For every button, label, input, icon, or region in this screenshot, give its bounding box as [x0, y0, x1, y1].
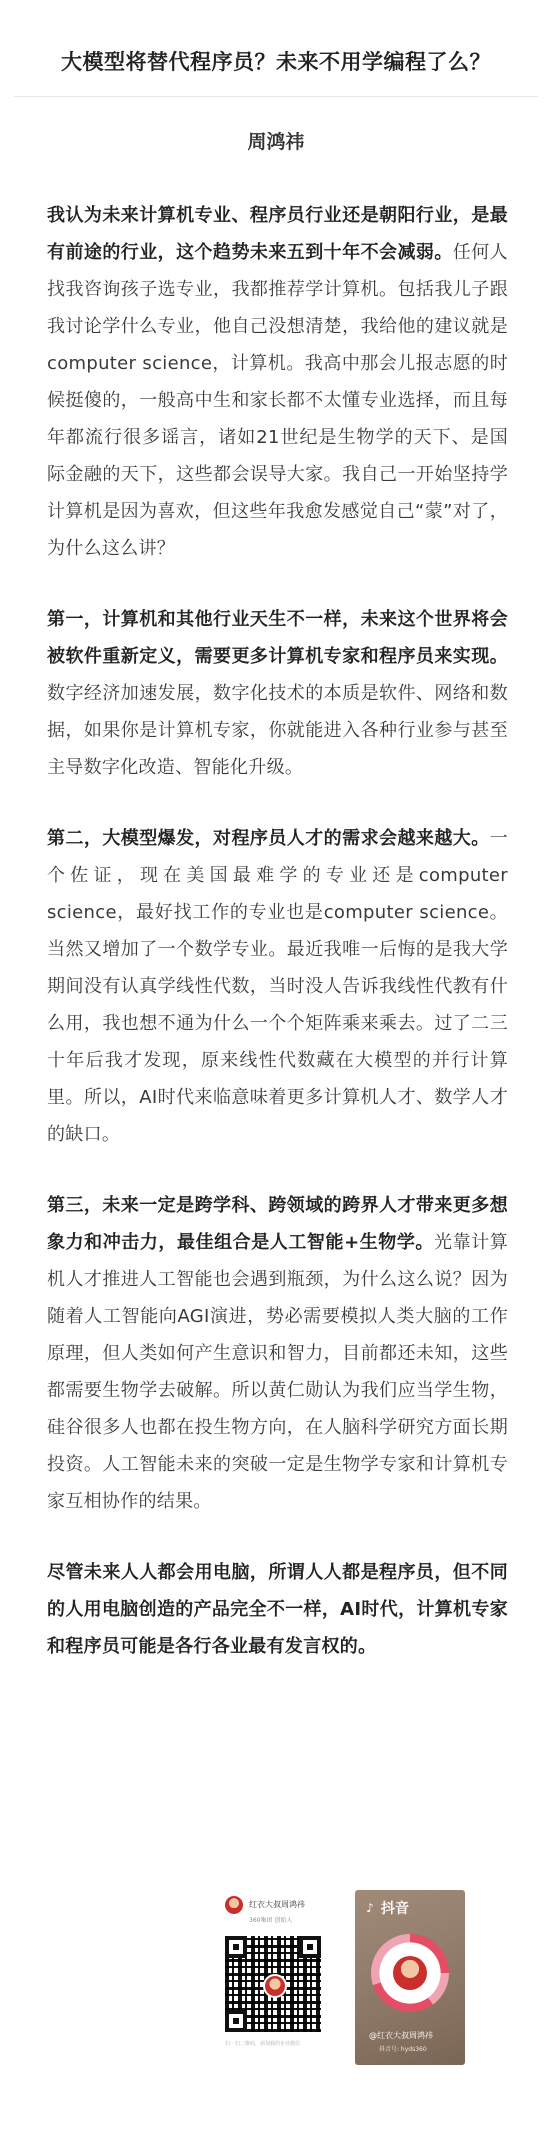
paragraph-5 [47, 1554, 508, 1665]
paragraph-4-text: 光靠计算机人才推进人工智能也会遇到瓶颈，为什么这么说？因为随着人工智能向AGI演进，势必需要模拟人类大脑的工作原理，但人类如何产生意识和智力，目前都还未知，这些都需要生物学去破解。所以黄仁勋认为我们应当学生物，硅谷很多人也都在投生物方向，在人脑科学研究方面长期投资。人工智能未来的突破一定是生物学专家和计算机专家互相协作的结果。 [47, 1232, 509, 1512]
wechat-card-hint: 扫一扫二维码，添加我的企业微信 [225, 2041, 301, 2047]
paragraph-3 [47, 820, 508, 1153]
douyin-id: 抖音号: hyds360 [379, 2046, 427, 2053]
wechat-card-name: 红衣大叔周鸿祎 [249, 1900, 305, 1909]
qr-finder-pattern [225, 2010, 247, 2032]
paragraph-4-lead: 第三，未来一定是跨学科、跨领域的跨界人才带来更多想象力和冲击力，最佳组合是人工智能+生物学。 [47, 1195, 508, 1253]
wechat-card-subtitle: 360集团 创始人 [249, 1917, 293, 1924]
wechat-qr-code[interactable] [225, 1936, 321, 2032]
paragraph-2 [47, 601, 508, 786]
article-body [0, 197, 552, 1665]
paragraph-4 [47, 1187, 508, 1520]
paragraph-5-lead: 尽管未来人人都会用电脑，所谓人人都是程序员，但不同的人用电脑创造的产品完全不一样，AI时代，计算机专家和程序员可能是各行各业最有发言权的。 [47, 1562, 508, 1657]
qr-finder-pattern [225, 1936, 247, 1958]
divider [14, 96, 538, 97]
paragraph-1-lead: 我认为未来计算机专业、程序员行业还是朝阳行业，是最有前途的行业，这个趋势未来五到十年不会减弱。 [47, 205, 508, 263]
douyin-logo-icon: ♪ [366, 1901, 374, 1915]
qr-finder-pattern [299, 1936, 321, 1958]
paragraph-2-lead: 第一，计算机和其他行业天生不一样，未来这个世界将会被软件重新定义，需要更多计算机专家和程序员来实现。 [47, 609, 508, 667]
paragraph-3-lead: 第二，大模型爆发，对程序员人才的需求会越来越大。 [47, 828, 490, 849]
qr-code-area [0, 1890, 552, 2065]
wechat-qr-card [225, 1890, 325, 2065]
wechat-card-header [225, 1896, 325, 1914]
paragraph-1 [47, 197, 508, 567]
paragraph-1-text: 任何人找我咨询孩子选专业，我都推荐学计算机。包括我儿子跟我讨论学什么专业，他自己没想清楚，我给他的建议就是computer science，计算机。我高中那会儿报志愿的时候挺傻的，一般高中生和家长都不太懂专业选择，而且每年都流行很多谣言，诸如21世纪是生物学的天下、是国际金融的天下，这些都会误导大家。我自己一开始坚持学计算机是因为喜欢，但这些年我愈发感觉自己“蒙”对了，为什么这么讲？ [47, 242, 508, 559]
page-title: 大模型将替代程序员？未来不用学编程了么？ [61, 50, 491, 74]
douyin-qr-card [355, 1890, 465, 2065]
author-name: 周鸿祎 [247, 131, 305, 153]
paragraph-3-text: 一个佐证，现在美国最难学的专业还是computer science，最好找工作的专业也是computer science。当然又增加了一个数学专业。最近我唯一后悔的是我大学期间没有认真学线性代数，当时没人告诉我线性代教有什么用，我也想不通为什么一个个矩阵乘来乘去。过了二三十年后我才发现，原来线性代数藏在大模型的并行计算里。所以，AI时代来临意味着更多计算机人才、数学人才的缺口。 [47, 828, 508, 1145]
qr-avatar [263, 1974, 287, 1998]
paragraph-2-text: 数字经济加速发展，数字化技术的本质是软件、网络和数据，如果你是计算机专家，你就能进入各种行业参与甚至主导数字化改造、智能化升级。 [47, 683, 508, 778]
douyin-handle: @红衣大叔周鸿祎 [369, 2031, 433, 2040]
douyin-qr-avatar [393, 1956, 427, 1990]
avatar [225, 1896, 243, 1914]
douyin-brand [363, 1898, 465, 1918]
douyin-brand-label: 抖音 [381, 1901, 409, 1917]
